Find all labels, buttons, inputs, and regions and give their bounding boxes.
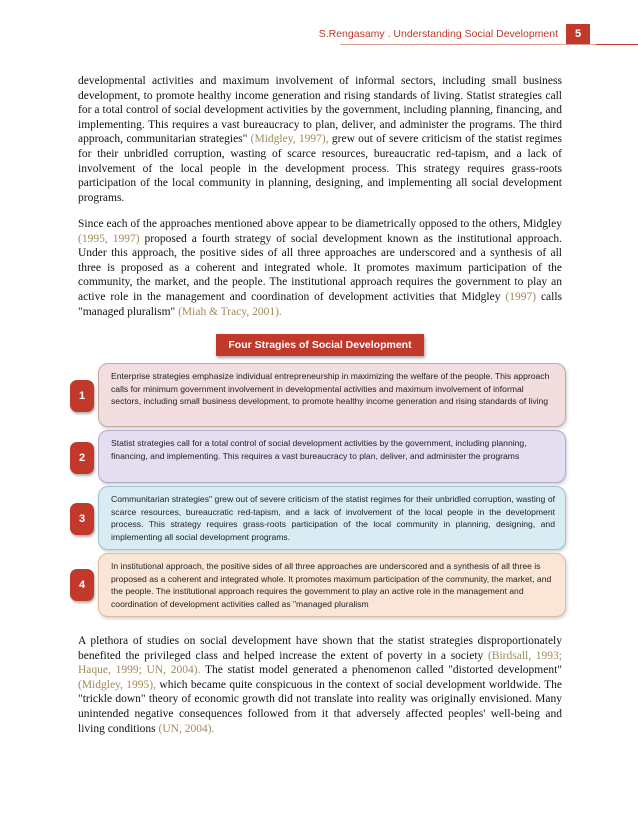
running-header-title: S.Rengasamy . Understanding Social Development bbox=[318, 28, 558, 40]
para3-text-a: A plethora of studies on social development have shown that the statist strategies disproportionately benefited the privileged class and helped increase the extent of poverty in a society bbox=[78, 635, 562, 662]
paragraph-strategies-continued bbox=[78, 74, 562, 205]
step-text-2: Statist strategies call for a total control of social development activities by the government, including planning, financing, and implementing. This requires a vast bureaucracy to plan, deliver, and administer the programs bbox=[111, 438, 527, 461]
step-box-statist bbox=[98, 430, 566, 483]
para3-text-b: The statist model generated a phenomenon called "distorted development" bbox=[205, 664, 562, 677]
step-number-3: 3 bbox=[70, 503, 94, 535]
citation-midgley-1997b: (1997) bbox=[505, 290, 537, 303]
citation-midgley-1995: (Midgley, 1995), bbox=[78, 678, 157, 691]
step-box-institutional bbox=[98, 553, 566, 617]
step-number-2: 2 bbox=[70, 442, 94, 474]
step-number-1: 1 bbox=[70, 380, 94, 412]
step-text-1: Enterprise strategies emphasize individual entrepreneurship in maximizing the welfare of the people. This approach calls for minimum government involvement in developmental activities and maximum involvement of informal sectors, including small business development, to promote healthy income generation and rising standards of living bbox=[111, 371, 550, 407]
para2-text-a: Since each of the approaches mentioned above appear to be diametrically opposed to the others, Midgley bbox=[78, 218, 562, 230]
header-divider-accent bbox=[596, 44, 638, 45]
citation-birdsall-haque-un: (Birdsall, 1993; Haque, 1999; UN, 2004). bbox=[78, 649, 562, 677]
para2-text-c: calls "managed pluralism" bbox=[78, 290, 563, 318]
para1-text-a: developmental activities and maximum involvement of informal sectors, including small business development, to promote healthy income generation and rising standards of living. Statist strategies call for a total control of social development activities by the government, including planning, financing, and implementing. This requires a vast bureaucracy to plan, deliver, and administer the programs. The third approach, communitarian strategies" bbox=[78, 75, 562, 146]
step-text-4: In institutional approach, the positive sides of all three approaches are underscored and a synthesis of all three is proposed as a coherent and integrated whole. It promotes maximum participation of the community, the market, and the people. The institutional approach requires the government to play an active role in the management and coordination of development activities called as "managed pluralism bbox=[111, 561, 552, 609]
paragraph-statist-critique bbox=[78, 634, 562, 736]
citation-midgley-1995-1997: (1995, 1997) bbox=[78, 232, 140, 245]
citation-midgley-1997: (Midgley, 1997), bbox=[250, 133, 329, 146]
citation-miah-tracy-2001: (Miah & Tracy, 2001). bbox=[178, 305, 282, 318]
page-number-badge: 5 bbox=[566, 24, 590, 44]
paragraph-institutional-approach bbox=[78, 217, 562, 319]
step-box-communitarian bbox=[98, 486, 566, 550]
step-number-4: 4 bbox=[70, 569, 94, 601]
diagram-title: Four Stragies of Social Development bbox=[216, 334, 424, 356]
header-divider bbox=[340, 44, 638, 45]
step-text-3: Communitarian strategies" grew out of severe criticism of the statist regimes for their unbridled corruption, wasting of scarce resources, bureaucratic red-tapism, and a lack of involvement of the local people in the development process. This strategy requires grass-roots participation of the local community in planning, designing, and implementing all social development programs. bbox=[111, 494, 555, 542]
para1-text-b: grew out of severe criticism of the statist regimes for their unbridled corruption, wasting of scarce resources, bureaucratic red-tapism, and a lack of involvement of the local people in the development process. This strategy requires grass-roots participation of the local community in planning, designing, and implementing all social development programs. bbox=[78, 133, 562, 204]
para3-text-c: which became quite conspicuous in the context of social development worldwide. The "trickle down" theory of economic growth did not translate into reality was originally envisioned. Many unintended negative consequences followed from it that adversely affected peoples' well-being and living conditions bbox=[78, 678, 562, 735]
para2-text-b: proposed a fourth strategy of social development known as the institutional approach. Under this approach, the positive sides of all three approaches are underscored and a synthesis of all three is proposed as a coherent and integrated whole. It promotes maximum participation of the community, the market, and the people. The institutional approach requires the government to play an active role in the management and coordination of development activities that Midgley bbox=[78, 232, 562, 303]
citation-un-2004: (UN, 2004). bbox=[158, 722, 215, 735]
step-box-enterprise bbox=[98, 363, 566, 427]
